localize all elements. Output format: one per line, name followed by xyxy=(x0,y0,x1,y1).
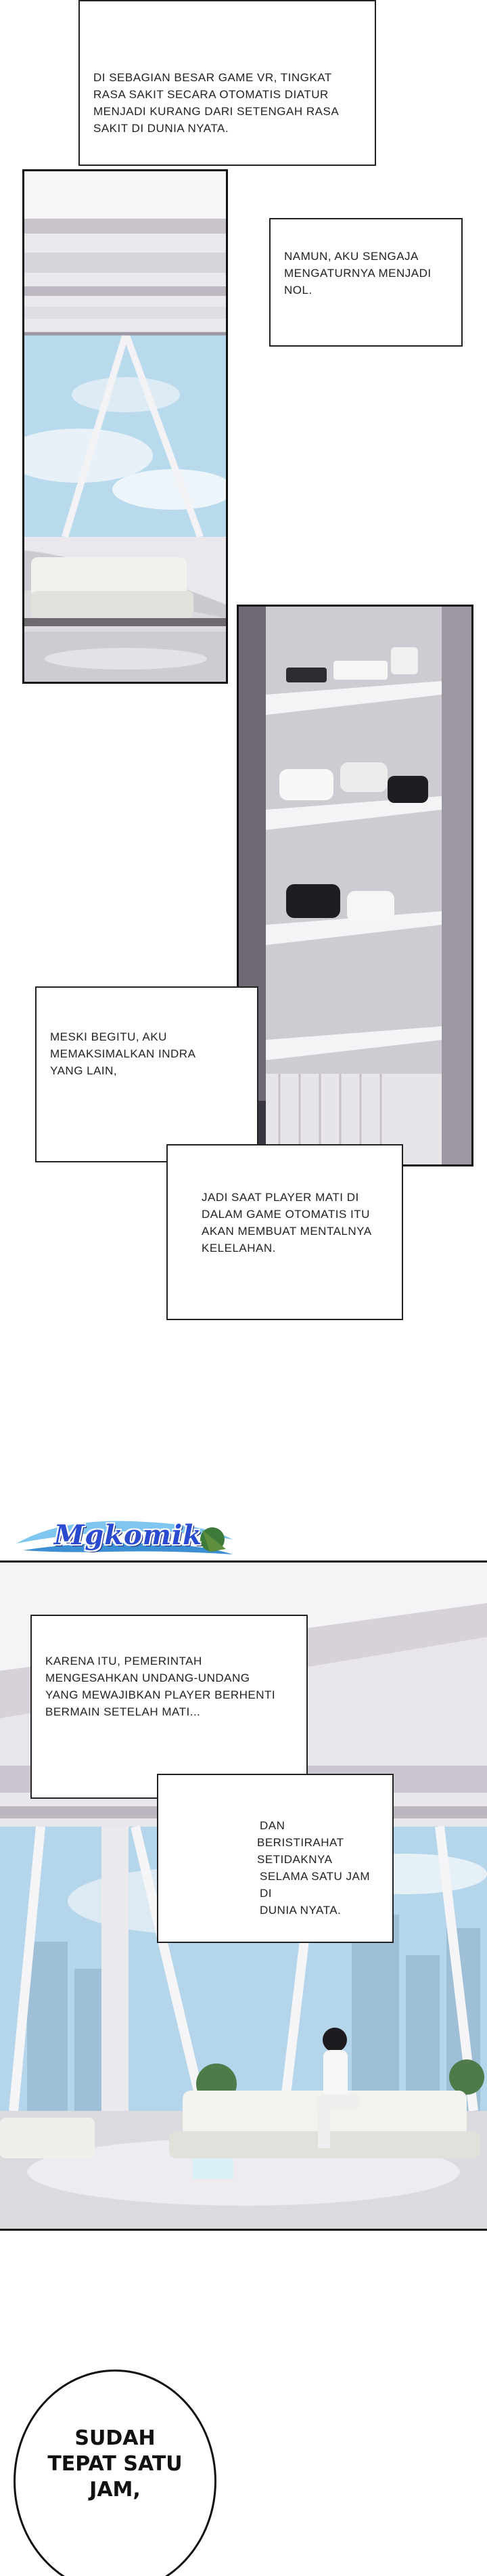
logo-text: Mgkomik xyxy=(54,1519,202,1551)
caption-rest-one-hour xyxy=(157,1774,394,1943)
caption-line: MENGATURNYA MENJADI xyxy=(284,267,432,280)
caption-mental-exhaustion xyxy=(166,1144,403,1320)
caption-line: JADI SAAT PLAYER MATI DI xyxy=(202,1191,359,1204)
caption-line: NAMUN, AKU SENGAJA xyxy=(284,250,419,263)
caption-line: DI SEBAGIAN BESAR GAME VR, TINGKAT xyxy=(93,71,332,84)
bubble-line: JAM, xyxy=(89,2478,141,2502)
caption-line: DAN xyxy=(260,1819,285,1832)
caption-line: SELAMA SATU JAM DI xyxy=(260,1870,371,1900)
lounge-illustration xyxy=(24,171,226,682)
caption-line: BERISTIRAHAT SETIDAKNYA xyxy=(257,1836,344,1866)
caption-line: SAKIT DI DUNIA NYATA. xyxy=(93,122,229,135)
caption-line: YANG LAIN, xyxy=(50,1064,118,1077)
caption-line: MENGESAHKAN UNDANG-UNDANG xyxy=(45,1672,250,1684)
caption-pain-level xyxy=(78,0,376,166)
site-logo xyxy=(9,1510,239,1563)
caption-line: KELELAHAN. xyxy=(202,1242,276,1254)
bubble-line: SUDAH xyxy=(74,2426,156,2450)
panel-vr-shelf xyxy=(237,605,473,1166)
caption-government-law xyxy=(30,1615,308,1799)
caption-line: DALAM GAME OTOMATIS ITU xyxy=(202,1208,370,1221)
bubble-line: TEPAT SATU xyxy=(47,2452,183,2476)
caption-maximize-senses xyxy=(35,986,258,1162)
caption-line: MEMAKSIMALKAN INDRA xyxy=(50,1047,196,1060)
caption-line: RASA SAKIT SECARA OTOMATIS DIATUR xyxy=(93,88,329,101)
panel-lounge xyxy=(22,169,228,684)
caption-line: NOL. xyxy=(284,284,312,297)
speech-bubble xyxy=(14,2370,216,2576)
vr-shelf-illustration xyxy=(239,607,471,1164)
caption-line: YANG MEWAJIBKAN PLAYER BERHENTI xyxy=(45,1688,276,1701)
caption-line: BERMAIN SETELAH MATI... xyxy=(45,1705,201,1718)
caption-line: DUNIA NYATA. xyxy=(260,1904,342,1917)
caption-line: AKAN MEMBUAT MENTALNYA xyxy=(202,1225,372,1238)
caption-line: KARENA ITU, PEMERINTAH xyxy=(45,1655,202,1667)
caption-line: MESKI BEGITU, AKU xyxy=(50,1030,167,1043)
caption-line: MENJADI KURANG DARI SETENGAH RASA xyxy=(93,105,340,118)
caption-set-to-zero xyxy=(269,218,463,347)
